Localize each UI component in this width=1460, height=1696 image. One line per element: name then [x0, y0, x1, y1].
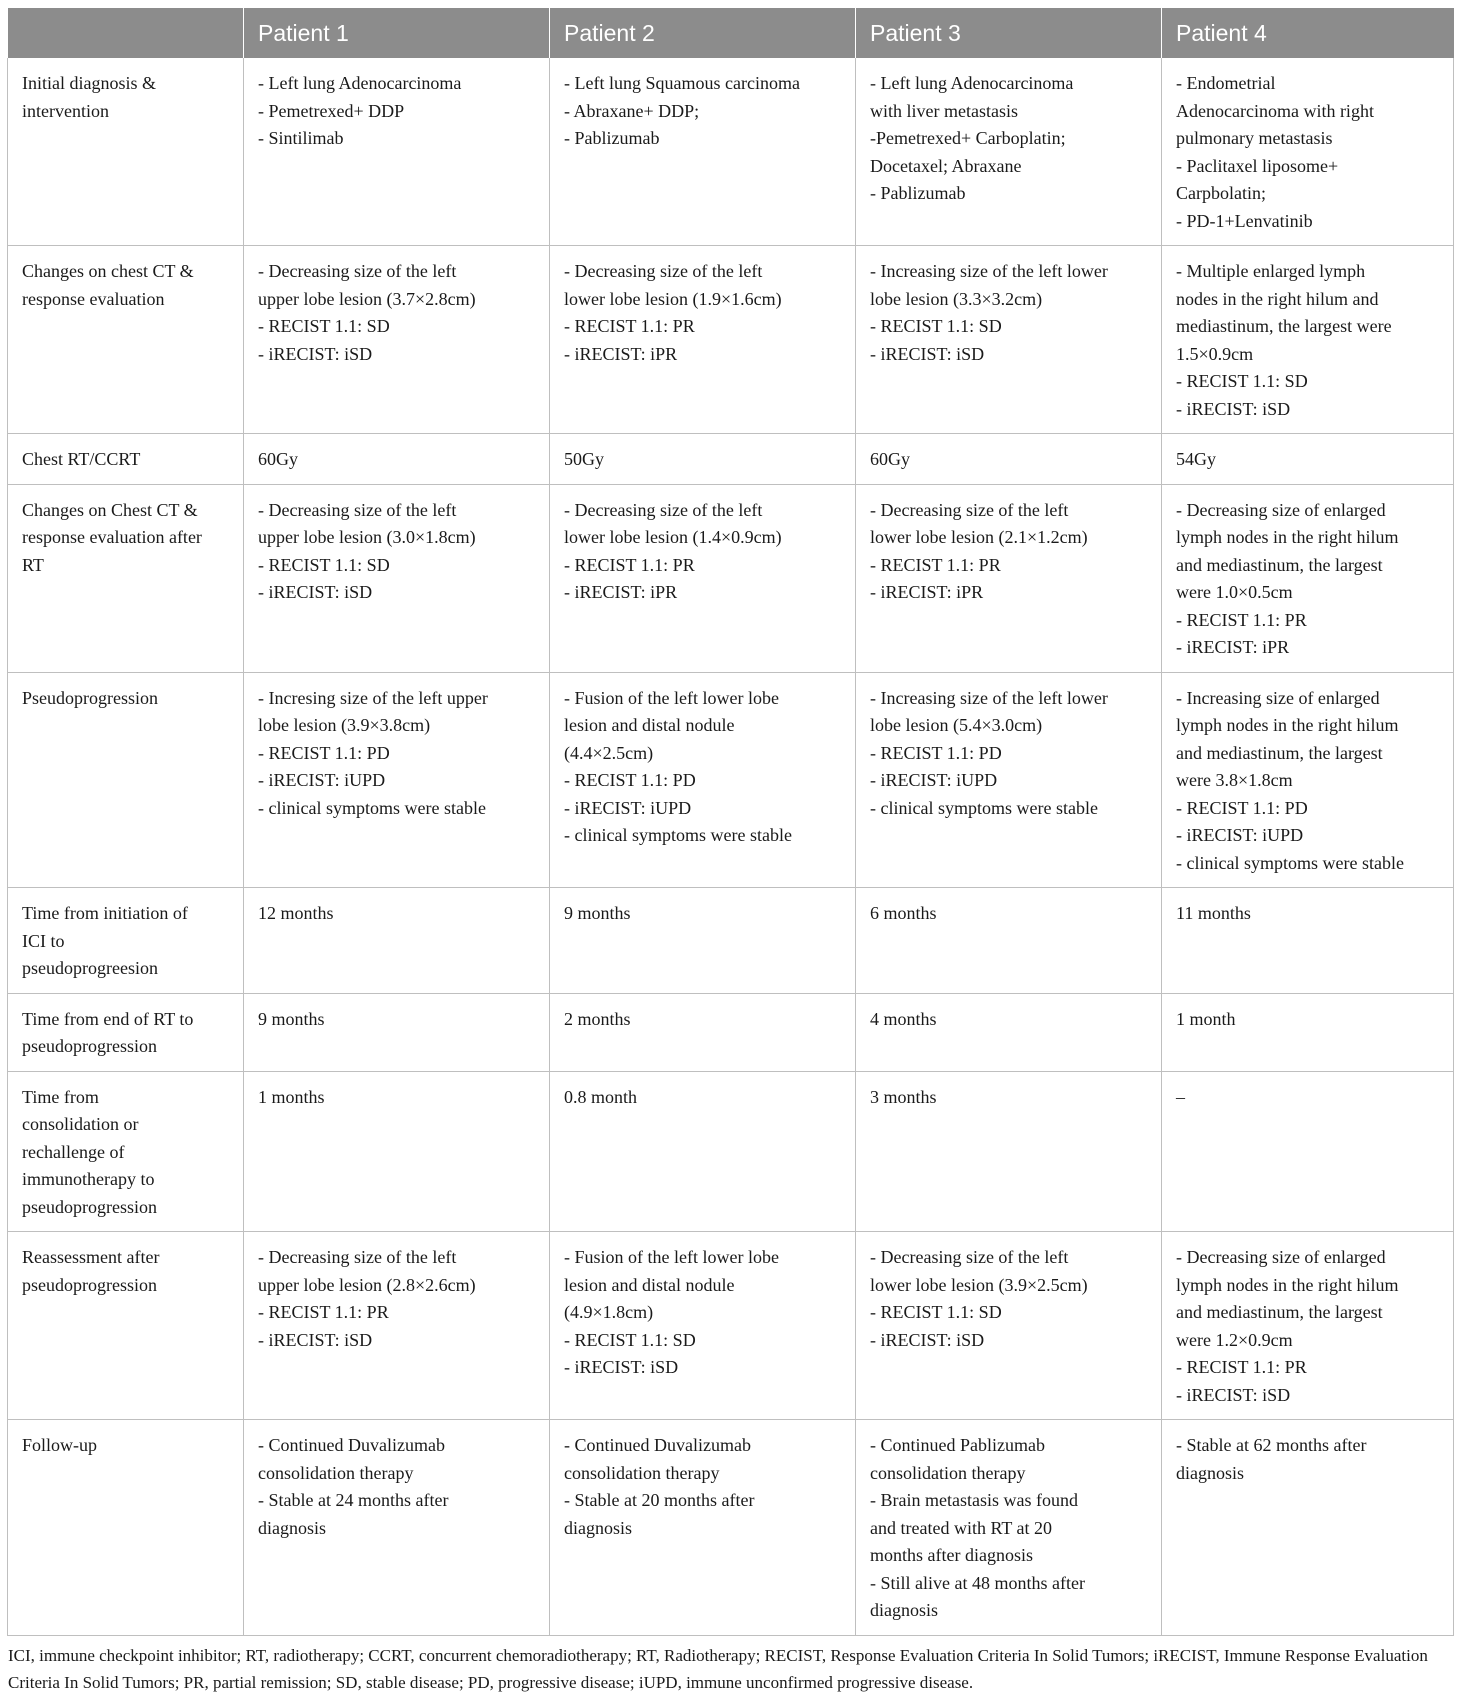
document-page [7, 8, 1453, 1696]
table-cell: 9 months [550, 888, 856, 994]
table-cell: - Multiple enlarged lymph nodes in the right hilum and mediastinum, the largest were 1.5×0.9cm - RECIST 1.1: SD - iRECIST: iSD [1162, 246, 1454, 434]
table-cell: - Decreasing size of the left upper lobe lesion (3.0×1.8cm) - RECIST 1.1: SD - iRECIST: iSD [244, 484, 550, 672]
table-footnote: ICI, immune checkpoint inhibitor; RT, radiotherapy; CCRT, concurrent chemoradiotherapy; RT, Radiotherapy; RECIST, Response Evaluation Criteria In Solid Tumors; iRECIST, Immune Response Evaluation Criteria In Solid Tumors; PR, partial remission; SD, stable disease; PD, progressive disease; iUPD, immune unconfirmed progressive disease. [8, 1645, 1428, 1692]
table-cell: - Decreasing size of the left upper lobe lesion (3.7×2.8cm) - RECIST 1.1: SD - iRECIST: iSD [244, 246, 550, 434]
table-cell: - Decreasing size of the left lower lobe lesion (1.9×1.6cm) - RECIST 1.1: PR - iRECIST: iPR [550, 246, 856, 434]
row-label: Time from end of RT to pseudoprogression [8, 993, 244, 1071]
header-patient-3: Patient 3 [856, 8, 1162, 58]
table-cell: - Decreasing size of the left lower lobe lesion (1.4×0.9cm) - RECIST 1.1: PR - iRECIST: iPR [550, 484, 856, 672]
table-header [8, 8, 1454, 58]
table-row [8, 58, 1454, 246]
table-body [8, 58, 1454, 1635]
table-cell: 60Gy [856, 434, 1162, 485]
header-row [8, 8, 1454, 58]
table-cell: 50Gy [550, 434, 856, 485]
table-row [8, 888, 1454, 994]
table-cell: - Decreasing size of enlarged lymph nodes in the right hilum and mediastinum, the largest were 1.0×0.5cm - RECIST 1.1: PR - iRECIST: iPR [1162, 484, 1454, 672]
table-cell: - Decreasing size of the left lower lobe lesion (2.1×1.2cm) - RECIST 1.1: PR - iRECIST: iPR [856, 484, 1162, 672]
table-cell: - Continued Duvalizumab consolidation therapy - Stable at 20 months after diagnosis [550, 1420, 856, 1636]
table-cell: 0.8 month [550, 1071, 856, 1232]
table-cell: - Increasing size of the left lower lobe lesion (5.4×3.0cm) - RECIST 1.1: PD - iRECIST: iUPD - clinical symptoms were stable [856, 672, 1162, 888]
table-cell: 1 months [244, 1071, 550, 1232]
table-row [8, 1420, 1454, 1636]
table-cell: 12 months [244, 888, 550, 994]
patient-table [7, 8, 1454, 1636]
table-row [8, 434, 1454, 485]
row-label: Initial diagnosis & intervention [8, 58, 244, 246]
header-corner [8, 8, 244, 58]
table-cell: - Continued Pablizumab consolidation therapy - Brain metastasis was found and treated with RT at 20 months after diagnosis - Still alive at 48 months after diagnosis [856, 1420, 1162, 1636]
table-cell: - Left lung Adenocarcinoma with liver metastasis -Pemetrexed+ Carboplatin; Docetaxel; Abraxane - Pablizumab [856, 58, 1162, 246]
row-label: Pseudoprogression [8, 672, 244, 888]
table-cell: - Increasing size of the left lower lobe lesion (3.3×3.2cm) - RECIST 1.1: SD - iRECIST: iSD [856, 246, 1162, 434]
header-patient-1: Patient 1 [244, 8, 550, 58]
header-patient-4: Patient 4 [1162, 8, 1454, 58]
table-cell: - Endometrial Adenocarcinoma with right pulmonary metastasis - Paclitaxel liposome+ Carpbolatin; - PD-1+Lenvatinib [1162, 58, 1454, 246]
table-cell: 9 months [244, 993, 550, 1071]
row-label: Time from consolidation or rechallenge of immunotherapy to pseudoprogression [8, 1071, 244, 1232]
table-cell: 6 months [856, 888, 1162, 994]
table-cell: 60Gy [244, 434, 550, 485]
table-row [8, 484, 1454, 672]
table-cell: - Continued Duvalizumab consolidation therapy - Stable at 24 months after diagnosis [244, 1420, 550, 1636]
table-cell: - Fusion of the left lower lobe lesion and distal nodule (4.9×1.8cm) - RECIST 1.1: SD - iRECIST: iSD [550, 1232, 856, 1420]
table-cell: - Decreasing size of the left upper lobe lesion (2.8×2.6cm) - RECIST 1.1: PR - iRECIST: iSD [244, 1232, 550, 1420]
table-cell: - Incresing size of the left upper lobe lesion (3.9×3.8cm) - RECIST 1.1: PD - iRECIST: iUPD - clinical symptoms were stable [244, 672, 550, 888]
row-label: Reassessment after pseudoprogression [8, 1232, 244, 1420]
row-label: Changes on Chest CT & response evaluation after RT [8, 484, 244, 672]
header-patient-2: Patient 2 [550, 8, 856, 58]
table-cell: 2 months [550, 993, 856, 1071]
row-label: Chest RT/CCRT [8, 434, 244, 485]
table-cell: 4 months [856, 993, 1162, 1071]
table-cell: - Increasing size of enlarged lymph nodes in the right hilum and mediastinum, the largest were 3.8×1.8cm - RECIST 1.1: PD - iRECIST: iUPD - clinical symptoms were stable [1162, 672, 1454, 888]
table-cell: - Decreasing size of the left lower lobe lesion (3.9×2.5cm) - RECIST 1.1: SD - iRECIST: iSD [856, 1232, 1162, 1420]
table-cell: - Left lung Adenocarcinoma - Pemetrexed+ DDP - Sintilimab [244, 58, 550, 246]
table-cell: - Fusion of the left lower lobe lesion and distal nodule (4.4×2.5cm) - RECIST 1.1: PD - iRECIST: iUPD - clinical symptoms were stable [550, 672, 856, 888]
table-cell: – [1162, 1071, 1454, 1232]
row-label: Time from initiation of ICI to pseudoprogreesion [8, 888, 244, 994]
table-cell: 54Gy [1162, 434, 1454, 485]
table-cell: 11 months [1162, 888, 1454, 994]
table-row [8, 1071, 1454, 1232]
table-row [8, 1232, 1454, 1420]
table-cell: 1 month [1162, 993, 1454, 1071]
row-label: Follow-up [8, 1420, 244, 1636]
table-row [8, 993, 1454, 1071]
table-cell: - Left lung Squamous carcinoma - Abraxane+ DDP; - Pablizumab [550, 58, 856, 246]
table-cell: 3 months [856, 1071, 1162, 1232]
table-cell: - Decreasing size of enlarged lymph nodes in the right hilum and mediastinum, the largest were 1.2×0.9cm - RECIST 1.1: PR - iRECIST: iSD [1162, 1232, 1454, 1420]
row-label: Changes on chest CT & response evaluation [8, 246, 244, 434]
table-row [8, 246, 1454, 434]
table-cell: - Stable at 62 months after diagnosis [1162, 1420, 1454, 1636]
table-row [8, 672, 1454, 888]
